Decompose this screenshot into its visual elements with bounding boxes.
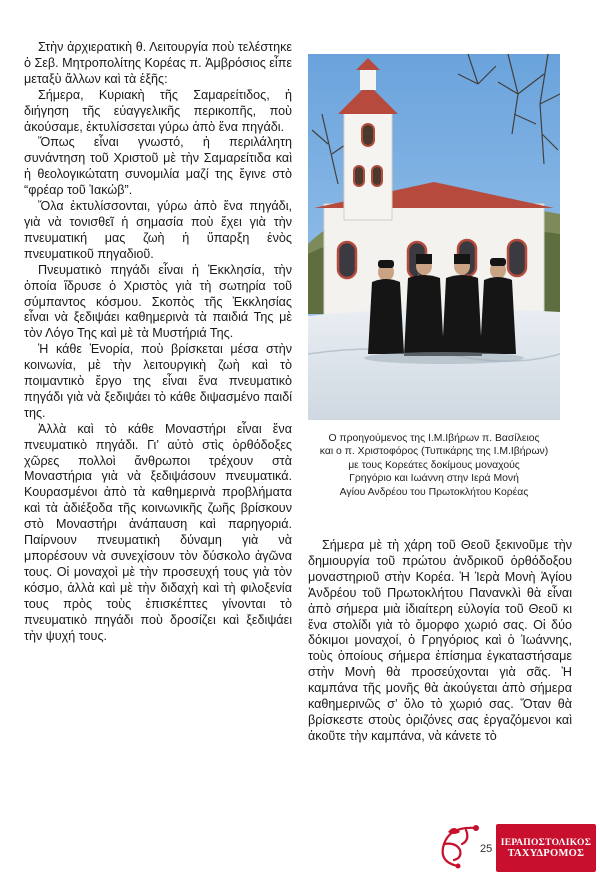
paragraph: Ὅλα ἐκτυλίσσονται, γύρω ἀπὸ ἕνα πηγάδι, γιὰ νὰ τονισθεῖ ἡ σημασία ποὺ ἔχει γιὰ τὴν πνευματική μας ζωὴ ἡ ὕπαρξη ἑνὸς πνευματικοῦ πηγαδιοῦ. — [24, 199, 292, 261]
paragraph: Ἀλλὰ καὶ τὸ κάθε Μοναστήρι εἶναι ἕνα πνευματικὸ πηγάδι. Γι’ αὐτὸ στὶς ὀρθόδοξες χῶρες πολλοὶ ἄνθρωποι τρέχουν στὰ Μοναστήρια γιὰ νὰ ξεδιψάσουν πνευματικά. Κουρασμένοι ἀπὸ τὰ καθημερινὰ προβλήματα καὶ τὰ ἀδιέξοδα τῆς κοινωνικῆς ζωῆς βρίσκουν στὸ Μοναστήρι ἀνάπαυση καὶ παρηγοριά. Παίρνουν πνευματικὴ δύναμη γιὰ νὰ μπορέσουν νὰ συνεχίσουν τὸν δύσκολο ἀγῶνα τους. Οἱ μοναχοὶ μὲ τὴν προσευχή τους γιὰ τὸν κόσμο, ἀλλὰ καὶ μὲ τὴν διδαχὴ καὶ τὴ φιλοξενία τους πρὸς τοὺς ἐπισκέπτες γίνονται τὸ πνευματικὸ πηγάδι ποὺ δροσίζει καὶ ξεδιψάει τὴν ψυχή τους. — [24, 421, 292, 643]
caption-line: Ο προηγούμενος της Ι.Μ.Ιβήρων π. Βασίλειος — [328, 433, 540, 444]
paragraph: Ἡ κάθε Ἐνορία, ποὺ βρίσκεται μέσα στὴν κοινωνία, μὲ τὴν λειτουργικὴ ζωὴ καὶ τὸ ποιμαντικὸ ἔργο της εἶναι ἕνα πνευματικὸ πηγάδι γιὰ νὰ ξεδιψάει τὸ κάθε διψασμένο παιδί της. — [24, 342, 292, 420]
monastery-photo — [308, 54, 560, 420]
left-column — [24, 40, 292, 644]
photo-caption — [306, 432, 562, 499]
paragraph: Ὅπως εἶναι γνωστό, ἡ περιλάλητη συνάντηση τοῦ Χριστοῦ μὲ τὴν Σαμαρείτιδα καὶ ἡ θεολογικώτατη συνομιλία μαζί της ἔγινε στὸ “φρέαρ τοῦ Ἰακώβ”. — [24, 135, 292, 198]
magazine-masthead — [496, 824, 596, 872]
paragraph: Σήμερα μὲ τὴ χάρη τοῦ Θεοῦ ξεκινοῦμε τὴν δημιουργία τοῦ πρώτου ἀνδρικοῦ ὀρθόδοξου μοναστηριοῦ στὴν Κορέα. Ἡ Ἱερὰ Μονὴ Ἁγίου Ἀνδρέου τοῦ Πρωτοκλήτου Πανανκλὶ θὰ εἶναι ἀπὸ σήμερα μιὰ ἰδιαίτερη εὐλογία τοῦ Θεοῦ κι ἕνα στολίδι γιὰ τὸ ὄμορφο χωριό σας. Οἱ δύο δόκιμοι μοναχοί, ὁ Γρηγόριος καὶ ὁ Ἰωάννης, τοὺς ὁποίους σήμερα ἐπίσημα ἐγκαταστήσαμε στὴν Μονὴ θὰ προσεύχονται γιὰ σᾶς. Ἡ καμπάνα τῆς μονῆς θὰ ἀκούγεται ἀπὸ σήμερα καθημερινῶς σ’ ὅλο τὸ χωριό σας. Ὅταν θὰ βρίσκεστε στοὺς ὀριζόνες σας ἐργαζόμενοι καὶ ἀκοῦτε τὴν καμπάνα, νὰ κάνετε τὸ — [308, 538, 572, 743]
masthead-line-2: ΤΑΧΥΔΡΟΜΟΣ — [507, 847, 585, 859]
caption-line: Γρηγόριο και Ιωάννη στην Ιερά Μονή — [349, 473, 519, 485]
caption-line: με τους Κορεάτες δοκίμους μοναχούς — [348, 459, 520, 471]
right-column — [308, 538, 572, 745]
caption-line: Αγίου Ανδρέου του Πρωτοκλήτου Κορέας — [339, 486, 529, 498]
masthead-line-1: ΙΕΡΑΠΟΣΤΟΛΙΚΟΣ — [500, 837, 592, 848]
paragraph: Σήμερα, Κυριακὴ τῆς Σαμαρείτιδος, ἡ διήγηση τῆς εὐαγγελικῆς περικοπῆς, ποὺ ἀκούσαμε, ἐκτυλίσσεται γύρω ἀπὸ ἕνα πηγάδι. — [24, 87, 292, 134]
caption-line: και ο π. Χριστοφόρος (Τυπικάρης της Ι.Μ.Ιβήρων) — [319, 446, 549, 458]
paragraph: Πνευματικὸ πηγάδι εἶναι ἡ Ἐκκλησία, τὴν ὁποία ἵδρυσε ὁ Χριστὸς γιὰ τὴ σωτηρία τοῦ σύμπαντος κόσμου. Σκοπὸς τῆς Ἐκκλησίας εἶναι νὰ ξεδιψάει καθημερινὰ τὰ παιδιά Της μὲ τὸν Λόγο Της καὶ μὲ τὰ Μυστήριά Της. — [24, 262, 292, 341]
paragraph: Στὴν ἀρχιερατικὴ θ. Λειτουργία ποὺ τελέστηκε ὁ Σεβ. Μητροπολίτης Κορέας π. Ἀμβρόσιος εἶπε μεταξὺ ἄλλων καὶ τὰ ἑξῆς: — [24, 40, 293, 86]
page-number: 25 — [480, 843, 493, 855]
floral-ornament-icon — [430, 820, 480, 872]
